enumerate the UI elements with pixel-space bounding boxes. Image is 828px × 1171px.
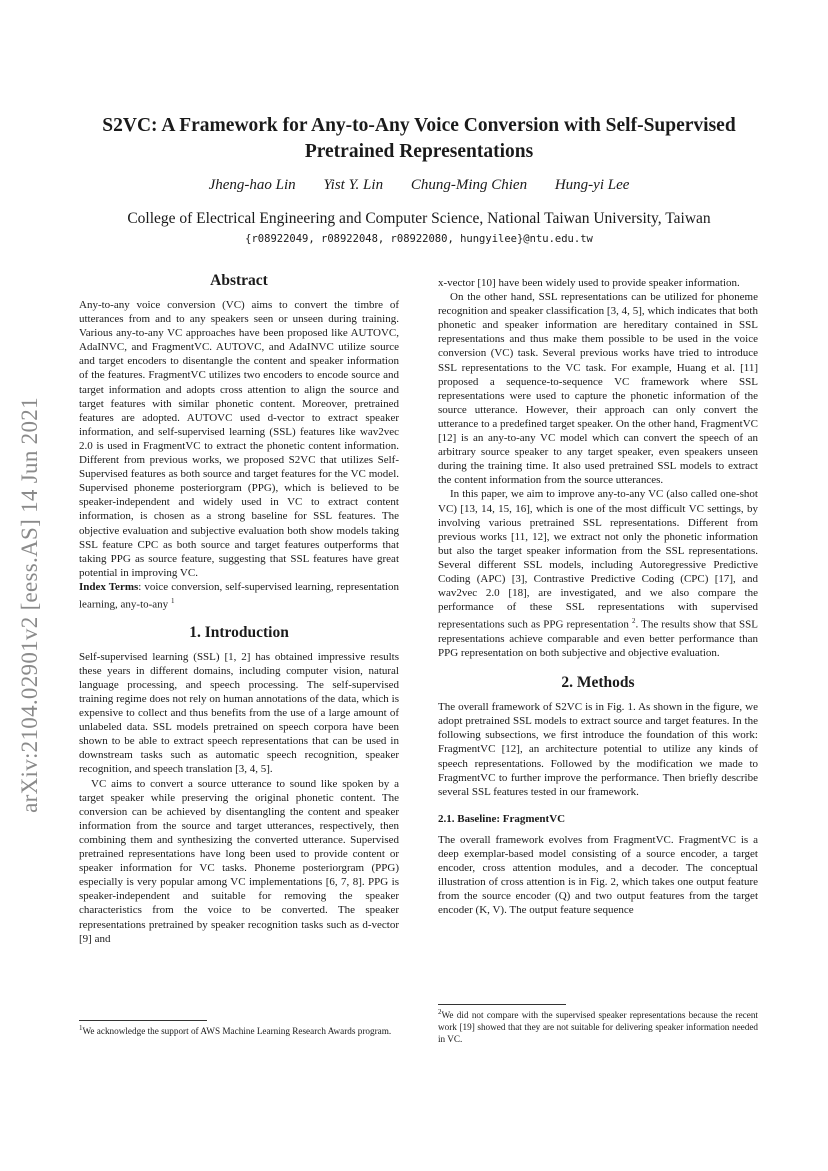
abstract-heading: Abstract xyxy=(210,272,268,289)
left-column xyxy=(79,272,399,946)
affiliation: College of Electrical Engineering and Computer Science, National Taiwan University, Taiwan xyxy=(127,210,711,227)
intro-paragraph-3: On the other hand, SSL representations can be utilized for phoneme recognition and speaker classification [3, 4, 5], which indicates that both phonetic and speaker information are hereditary contained in SSL representations and thus make them possible to be used in the voice conversion (VC) task. Several previous works have tried to introduce SSL representations to the VC task. For example, Huang et al. [11] proposed a sequence-to-sequence VC framework where SSL representations were used to capture the phonetic information of the source utterance. However, their approach can only convert the utterance to a predefined target speaker. On the other hand, FragmentVC [12] is an any-to-any VC model which can convert the speech of an arbitrary source speaker to any target speaker, even speakers unseen during the training time. It also used pretrained SSL models to extract the content information from the source utterances. xyxy=(438,291,758,487)
footnote-2-text: We did not compare with the supervised speaker representations because the recent work [19] showed that they are not suitable for delivering speaker information needed in VC. xyxy=(438,1010,758,1045)
footnote-1 xyxy=(79,1022,399,1037)
methods-heading: 2. Methods xyxy=(561,674,635,692)
index-terms-label: Index Terms xyxy=(79,580,139,593)
methods-paragraph-2: The overall framework evolves from FragmentVC. FragmentVC is a deep exemplar-based model consisting of a source encoder, a target encoder, cross attention modules, and a decoder. The conceptual illustration of cross attention is in Fig. 2, which takes one output feature from the source encoder (Q) and two output features from the target encoder (K, V). The output feature sequence xyxy=(438,833,758,917)
author-name: Chung-Ming Chien xyxy=(410,177,528,193)
paper-title: S2VC: A Framework for Any-to-Any Voice Conversion with Self-Supervised Pretrained Representations xyxy=(102,115,736,162)
right-column xyxy=(438,276,758,917)
footnote-link[interactable]: 2 xyxy=(631,617,636,626)
footnote-rule xyxy=(438,1004,566,1005)
author-name: Hung-yi Lee xyxy=(554,177,630,193)
author-name: Yist Y. Lin xyxy=(323,177,384,193)
intro-paragraph-4-end: . The results show that SSL representations achieve comparable and even better performance than PPG representation on both subjective and objective evaluation. xyxy=(438,618,759,660)
intro-paragraph-1: Self-supervised learning (SSL) [1, 2] has obtained impressive results these years in different domains, including computer vision, natural language processing, and speech processing. The self-supervised training regime does not rely on human annotations of the data, which is expensive to collect and thus benefits from the use of a large amount of unlabeled data. SSL models pretrained on speech corpora have been shown to be able to extract speech representations that can be used in downstream tasks such as automatic speech recognition, speaker recognition, and speech translation [3, 4, 5]. xyxy=(79,650,399,776)
intro-paragraph-2: VC aims to convert a source utterance to sound like spoken by a target speaker while preserving the original phonetic content. The conversion can be achieved by disentangling the content and speaker information from the source and target utterances, respectively, then combining them and synthesizing the converted utterance. Supervised pretrained representations have long been used to provide content or speaker information for VC tasks. Phoneme posteriorgram (PPG) especially is very popular among VC implementations [6, 7, 8]. PPG is speaker-independent and suitable for removing the speaker characteristics from the voice to be converted. The speaker representations pretrained by speaker recognition tasks such as d-vector [9] and xyxy=(79,777,399,945)
footnote-2 xyxy=(438,1006,758,1045)
footnote-mark: 1 xyxy=(79,1024,83,1032)
index-terms xyxy=(79,580,399,612)
introduction-heading: 1. Introduction xyxy=(189,623,289,641)
author-name: Jheng-hao Lin xyxy=(208,177,296,193)
intro-paragraph-4 xyxy=(438,487,758,660)
intro-paragraph-4-text: In this paper, we aim to improve any-to-any VC (also called one-shot VC) [13, 14, 15, 16], which is one of the most difficult VC settings, by involving various pretrained SSL representations. Different from previous works [11, 12], we extract not only the phonetic information but also the target speaker information from the SSL representations. Several different SSL models, including Autoregressive Predictive Coding (APC) [3], Contrastive Predictive Coding (CPC) [17], and wav2vec 2.0 [18], are investigated, and we also compare the performance of these SSL representations with supervised representations such as PPG representation xyxy=(438,488,758,631)
author-emails: {r08922049, r08922048, r08922080, hungyilee}@ntu.edu.tw xyxy=(245,233,593,245)
author-list xyxy=(80,177,758,194)
footnote-link[interactable]: 1 xyxy=(170,596,175,605)
arxiv-identifier: arXiv:2104.02901v2 [eess.AS] 14 Jun 2021 xyxy=(17,397,42,813)
intro-paragraph-2-continued: x-vector [10] have been widely used to provide speaker information. xyxy=(438,277,740,289)
footnote-mark: 2 xyxy=(438,1008,442,1016)
footnote-rule xyxy=(79,1020,207,1021)
index-terms-text: : voice conversion, self-supervised learning, representation learning, any-to-any xyxy=(79,580,399,611)
footnote-1-text: We acknowledge the support of AWS Machine Learning Research Awards program. xyxy=(82,1026,392,1037)
methods-paragraph-1: The overall framework of S2VC is in Fig. 1. As shown in the figure, we adopt pretrained SSL models to extract source and target features. In the following subsections, we first introduce the foundation of this work: FragmentVC [12], an architecture potential to utilize any kinds of speech representations. Followed by the modification we made to FragmentVC to further improve the performance. Then briefly describe several SSL features tested in our framework. xyxy=(438,701,758,798)
abstract-text: Any-to-any voice conversion (VC) aims to convert the timbre of utterances from and to any speakers seen or unseen during training. Various any-to-any VC approaches have been proposed like AUTOVC, AdaINVC, and FragmentVC. AUTOVC, and AdaINVC utilize source and target encoders to disentangle the content and speaker information of the features. FragmentVC utilizes two encoders to encode source and target information and adopts cross attention to align the source and target features with similar phonetic content. Moreover, pretrained features are adopted. AUTOVC used d-vector to extract speaker information, and self-supervised learning (SSL) features like wav2vec 2.0 is used in FragmentVC to extract the phonetic content information. Different from previous works, we proposed S2VC that utilizes Self-Supervised features as both source and target features for the VC model. Supervised phoneme posteriorgram (PPG), which is believed to be speaker-independent and widely used in VC to extract content information, is chosen as a strong baseline for SSL features. The objective evaluation and subjective evaluation both show models taking SSL feature CPC as both source and target features outperforms that taking PPG as source feature, suggesting that SSL features have great potential in improving VC. xyxy=(79,299,399,579)
subsection-heading: 2.1. Baseline: FragmentVC xyxy=(438,812,566,825)
